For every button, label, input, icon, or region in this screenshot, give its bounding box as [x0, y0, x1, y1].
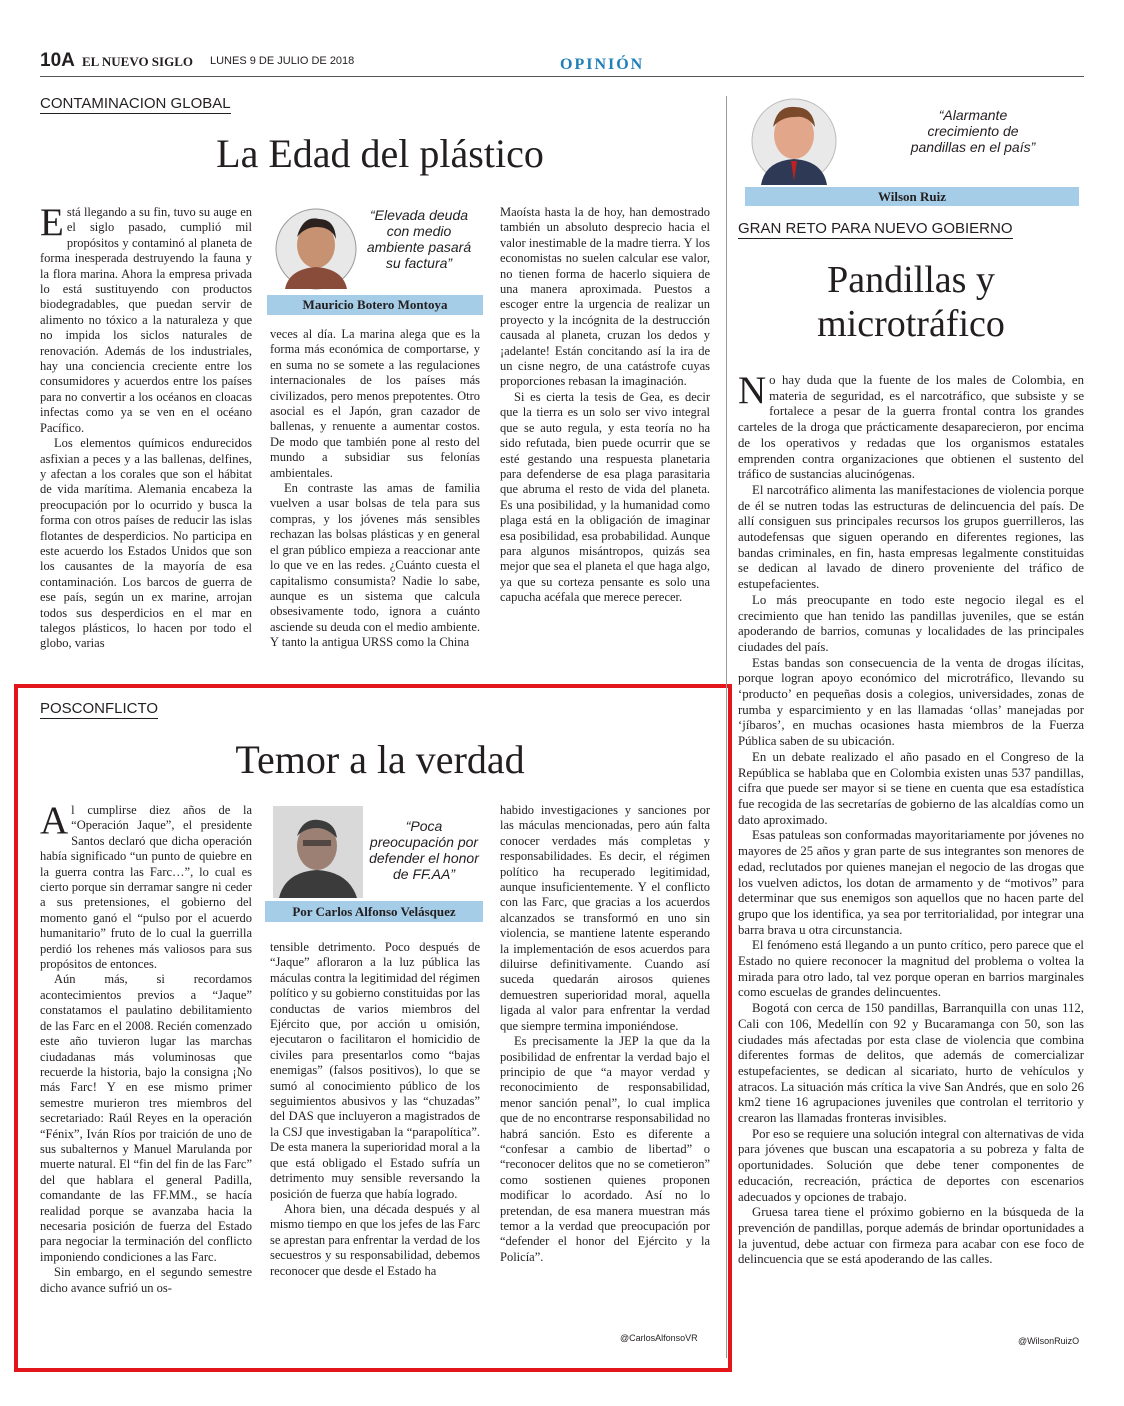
article1-kicker: CONTAMINACION GLOBAL: [40, 95, 231, 112]
article2-col2-p1: tensible detrimento. Poco después de “Jaque” afloraron a la luz pública las máculas contra la legitimidad del régimen político y su gobierno constituidas por las conductas de varios miembros del Ejército que, por acción u omisión, ejecutaron o facilitaron el homicidio de civiles para presentarlos como “bajas enemigas” (falsos positivos), lo que se sumó al conocimiento público de los seguimientos abusivos y las “chuzadas” del DAS que incluyeron a magistrados de la CSJ que investigaban la “parapolítica”. De esta manera la superioridad moral a la que está obligado el Estado sufría un detrimento muy sensible reversando la posición de fuerza que había logrado.: [270, 940, 480, 1201]
author-portrait-icon: [273, 806, 363, 898]
article3-quote: “Alarmante crecimiento de pandillas en el país”: [910, 107, 1036, 155]
article3-headline: [738, 258, 1084, 346]
article2-column-1: [40, 803, 252, 1357]
article3-p3: Lo más preocupante en todo este negocio ilegal es el crecimiento que han tenido las pandillas juveniles, que se están apoderando de barrios, comunas y localidades de las principales ciudades del país.: [738, 592, 1084, 654]
article3-headline-line1: Pandillas y: [827, 259, 995, 301]
article1-col1-p2: Los elementos químicos endurecidos asfixian a peces y a las ballenas, delfines, y afectan a los corales que son el hábitat de vida marítima. Alemania encabeza la preocupación por lo ocurrido y busca la forma con otros países de reducir las islas flotantes de desperdicios. No participa en este acuerdo los Estados Unidos que son los causantes de la mayoría de esa contaminación. Los barcos de guerra de ese país, según un ex marine, arrojan todos sus desperdicios en el mar en talegos plásticos, lo hacen por todo el globo, varias: [40, 436, 252, 651]
article3-quote-box: [745, 95, 1079, 206]
article2-twitter-handle: @CarlosAlfonsoVR: [620, 1333, 698, 1343]
article2-col3-p2: Es precisamente la JEP la que da la posibilidad de enfrentar la verdad bajo el principio de que “a mayor verdad y reconocimiento de responsabilidad, menor sanción penal”, lo cual implica que de no encontrarse responsabilidad no habrá sanción. Esto es diferente a “confesar a cambio de libertad” o “reconocer delitos que no se cometieron” como sostienen quienes proponen modificar lo acordado. Así no lo pretendan, de esa manera muestran más temor a la verdad que preocupación por “defender el honor del Ejército y la Policía”.: [500, 1034, 710, 1264]
article1-col3-p1: Maoísta hasta la de hoy, han demostrado también un absoluto desprecio hacia el valor inestimable de la madre tierra. Y los economistas no suelen calcular ese valor, no tienen forma de hacerlo siquiera de una manera aproximada. Puestos a escoger entre la urgencia de realizar un proyecto y la incógnita de la destrucción causada al planeta, cruzan los dedos y ¡adelante! Están concitando así la ira de un cisne negro, de una catástrofe cuyas proporciones rebasan la imaginación.: [500, 205, 710, 389]
author-portrait-icon: [751, 95, 837, 187]
article2-headline: Temor a la verdad: [235, 737, 525, 782]
article2-col1-p1: Al cumplirse diez años de la “Operación Jaque”, el presidente Santos declaró que dicha operación había significado “un punto de quiebre en la guerra contra las Farc…”, lo cual es cierto porque sin derramar sangre ni ceder a sus pretensiones, el gobierno del momento ganó el “pulso por el acuerdo humanitario” fruto de lo cual la guerrilla perdió los rehenes más valiosos para sus propósitos de entonces.: [40, 803, 252, 972]
article2-column-3: [500, 803, 710, 1338]
article3-p8: Bogotá con cerca de 150 pandillas, Barranquilla con unas 112, Cali con 106, Medellín con 92 y Bucaramanga con 50, son las ciudades más afectadas por esta clase de violencia que combina diferentes formas de delitos, que además de comercializar estupefacientes, se dedican al sicariato, hurto de vehículos y atracos. La situación más crítica la vive San Andrés, que en solo 26 km2 tiene 16 agrupaciones juveniles que controlan el territorio y crearon las llamadas fronteras invisibles.: [738, 1001, 1084, 1126]
publication-name: EL NUEVO SIGLO: [82, 54, 193, 69]
article3-p4: Estas bandas son consecuencia de la venta de drogas ilícitas, porque logran apoyo económico del microtráfico, llevando su ‘producto’ en pequeñas dosis a colegios, universidades, zonas de rumba y esparcimiento y en las llamadas ‘ollas’ manejadas por ‘jíbaros’, en muchas ocasiones hasta miembros de la Fuerza Pública saben de su ubicación.: [738, 655, 1084, 749]
article2-quote-box: [265, 806, 483, 922]
masthead: [40, 50, 1084, 77]
article1-col1-p1: Está llegando a su fin, tuvo su auge en el siglo pasado, cumplió mil propósitos y contaminó al planeta de forma inesperada destruyendo la fauna y la flora marina. Ahora la empresa privada lo está sustituyendo con productos biodegradables, que puedan servir de alimento no tóxico a la naturaleza y que no impida los siclos naturales de renovación. Además de los industriales, hay una conciencia creciente entre los consumidores y acuerdos entre los países para no convertir a los océanos en cloacas infectas como ya se ven en el océano Pacífico.: [40, 205, 252, 435]
article1-byline: Mauricio Botero Montoya: [267, 295, 483, 315]
article2-col3-p1: habido investigaciones y sanciones por las máculas mencionadas, pero aún falta conocer verdades más completas y responsabilidades. Es decir, el régimen político ha recuperado legitimidad, aunque insuficientemente. Y el conflicto con las Farc, que gracias a los acuerdos alcanzados se transformó en uno sin violencia, se mantiene latente esperando la implementación de esos acuerdos para diluirse definitivamente. Cuando así suceda quedarán airosos quienes demuestren superioridad moral, aquella ligada al valor para enfrentar la verdad que siempre termina imponiéndose.: [500, 803, 710, 1033]
article2-column-2: [270, 940, 480, 1358]
author-portrait-icon: [275, 203, 357, 295]
article1-quote-box: [267, 203, 483, 315]
article3-p7: El fenómeno está llegando a un punto crítico, pero parece que el Estado no quiere reconocer la magnitud del problema o voltea la mirada para otro lado, tal vez porque operan en barrios marginales como escuelas de grandes delincuentes.: [738, 938, 1084, 1000]
article1-col2-p1: veces al día. La marina alega que es la forma más económica de comportarse, y en suma no se somete a las regulaciones internacionales de los países más civilizados, pero menos prepotentes. Otro asocial es el Japón, gran cazador de ballenas, y renuente a aumentar costos. De modo que también pone al resto del mundo a subsidiar sus felonías ambientales.: [270, 327, 480, 480]
column-divider: [726, 96, 727, 1358]
article1-column-1: [40, 205, 252, 680]
article3-headline-line2: microtráfico: [817, 303, 1005, 345]
issue-date: LUNES 9 DE JULIO DE 2018: [210, 55, 355, 67]
article3-p2: El narcotráfico alimenta las manifestaciones de violencia porque de él se nutren todas las estructuras de delincuencia del país. De allí consiguen sus principales recursos los grupos guerrilleros, las autodefensas que siguen operando en diferentes regiones, las bandas criminales, en fin, hasta empresas legalmente constituidas se dedican al lavado de dinero proveniente del tráfico de estupefacientes.: [738, 482, 1084, 592]
article1-column-3: [500, 205, 710, 681]
article2-col2-p2: Ahora bien, una década después y al mismo tiempo en que los jefes de las Farc se aprestan para enfrentar la verdad de los secuestros y su responsabilidad, debemos reconocer que desde el Estado ha: [270, 1201, 480, 1278]
article2-kicker: POSCONFLICTO: [40, 700, 159, 717]
article1-headline: La Edad del plástico: [216, 131, 544, 176]
page-number: 10A: [40, 50, 75, 71]
article2-quote: “Poca preocupación por defender el honor de FF.AA”: [369, 818, 479, 882]
article3-kicker: GRAN RETO PARA NUEVO GOBIERNO: [738, 220, 1013, 237]
article3-p1: No hay duda que la fuente de los males de Colombia, en materia de seguridad, es el narcotráfico, que subsiste y se fortalece a pesar de la guerra frontal contra los grandes carteles de la droga que prácticamente desaparecieron, por encima de los operativos y redadas que los organismos estatales emprenden contra organizaciones que obtienen el sustento del tráfico de sustancias alucinógenas.: [738, 373, 1084, 482]
article2-col1-p3: Sin embargo, en el segundo semestre dicho avance sufrió un os-: [40, 1265, 252, 1295]
article1-col2-p2: En contraste las amas de familia vuelven a usar bolsas de tela para sus compras, y los jóvenes más sensibles rechazan las bolsas plásticas y en general el gran público empieza a reaccionar ante lo que ve en las redes. ¿Cuánto cuesta el capitalismo consumista? Nadie lo sabe, aunque es un sistema que calcula obsesivamente todo, ignora a cuánto asciende su deuda con el medio ambiente. Y tanto la antigua URSS como la China: [270, 481, 480, 650]
article3-body: [738, 373, 1084, 1335]
article3-p5: En un debate realizado el año pasado en el Congreso de la República se hablaba que en Colombia existen unas 537 pandillas, cifra que puede ser mayor si se tiene en cuenta que esa estadística fue recogida de las secretarías de gobierno de las alcaldías como un dato aproximado.: [738, 749, 1084, 827]
article2-col1-p2: Aún más, si recordamos acontecimientos previos a “Jaque” constatamos el paulatino debilitamiento de las Farc en el 2008. Recién comenzado este año tuvieron lugar las marchas ciudadanas más voluminosas que recuerde la historia, bajo la consigna ¡No más Farc! Y en ese mismo primer semestre murieron tres miembros del secretariado: Raúl Reyes en la operación “Fénix”, Iván Ríos por traición de uno de sus subalternos y Manuel Marulanda por muerte natural. El “fin del fin de las Farc” del que hablara el general Padilla, comandante de las FF.MM., se hacía realidad porque se avanzaba hacia la necesaria posición de fuerza del Estado para negociar la terminación del conflicto imponiendo condiciones a las Farc.: [40, 972, 252, 1264]
article3-twitter-handle: @WilsonRuizO: [1018, 1336, 1080, 1346]
article3-p10: Gruesa tarea tiene el próximo gobierno en la búsqueda de la prevención de pandillas, porque además de brindar oportunidades a la juventud, debe actuar con firmeza para acabar con ese foco de delincuencia que se está apoderando de las calles.: [738, 1205, 1084, 1267]
article2-byline: Por Carlos Alfonso Velásquez: [265, 901, 483, 922]
section-title: OPINIÓN: [560, 56, 645, 73]
article3-byline: Wilson Ruiz: [745, 187, 1079, 206]
article1-column-2: [270, 327, 480, 681]
article3-p6: Esas patuleas son conformadas mayoritariamente por jóvenes no mayores de 25 años y gran parte de sus integrantes son menores de edad, reclutados por quienes manejan el negocio de las drogas que los vuelven adictos, los dotan de armamento y de “motivos” para determinar que sus enemigos son aquellos que no hacen parte del grupo que los identifica, ya sea por territorialidad, por integrar una barra brava u otra circunstancia.: [738, 828, 1084, 937]
article1-quote: “Elevada deuda con medio ambiente pasará su factura”: [366, 207, 472, 271]
article1-col3-p2: Si es cierta la tesis de Gea, es decir que la tierra es un solo ser vivo integral que se auto regula, y esta teoría no ha sido refutada, bien puede ocurrir que se esté gestando una respuesta planetaria para defenderse de esa plaga parasitaria que abruma el resto de vida del planeta. Es una posibilidad, y la humanidad como plaga está en la obligación de imaginar esa posibilidad, esa probabilidad. Aunque para algunos misántropos, quizás sea mejor que sea el planeta el que haga algo, ya que su corteza pensante es solo una capucha acéfala que merece perecer.: [500, 389, 710, 605]
article3-p9: Por eso se requiere una solución integral con alternativas de vida para jóvenes que buscan una escapatoria a su pobreza y falta de oportunidades. Solución que debe tener componentes de educación, recreación, práctica de deportes con escenarios adecuados y opciones de trabajo.: [738, 1126, 1084, 1204]
